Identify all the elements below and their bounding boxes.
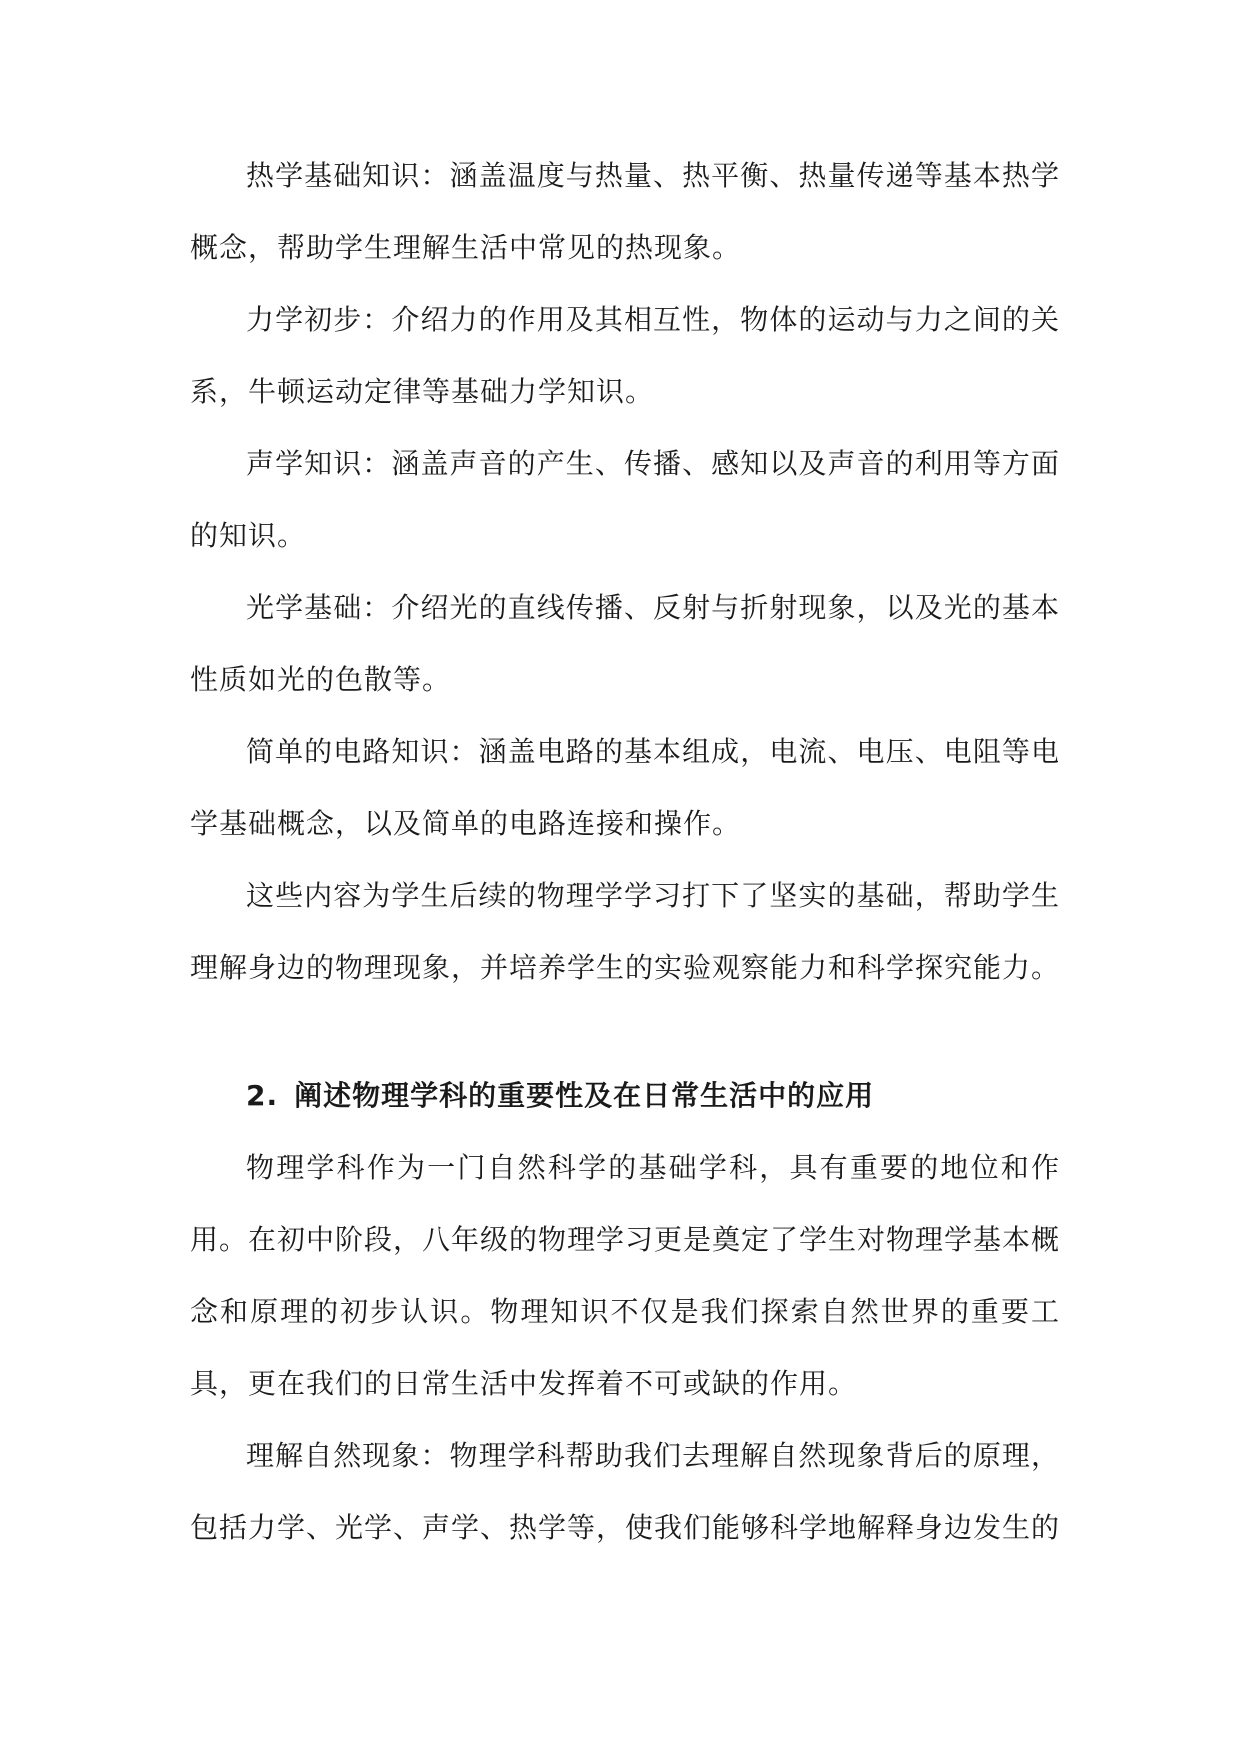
paragraph-natural-phenomena: 理解自然现象：物理学科帮助我们去理解自然现象背后的原理，包括力学、光学、声学、热学等，使我们能够科学地解释身边发生的	[190, 1439, 1061, 1544]
paragraph-mechanics: 力学初步：介绍力的作用及其相互性，物体的运动与力之间的关系，牛顿运动定律等基础力学知识。	[190, 303, 1060, 408]
paragraph-circuits: 简单的电路知识：涵盖电路的基本组成，电流、电压、电阻等电学基础概念，以及简单的电路连接和操作。	[190, 735, 1060, 840]
section-title: 阐述物理学科的重要性及在日常生活中的应用	[294, 1079, 875, 1112]
paragraph-thermal: 热学基础知识：涵盖温度与热量、热平衡、热量传递等基本热学概念，帮助学生理解生活中常见的热现象。	[190, 159, 1060, 264]
paragraph-optics: 光学基础：介绍光的直线传播、反射与折射现象，以及光的基本性质如光的色散等。	[190, 591, 1060, 696]
section-heading	[190, 1060, 1060, 1132]
document-body	[190, 140, 1060, 1564]
paragraph-summary: 这些内容为学生后续的物理学学习打下了坚实的基础，帮助学生理解身边的物理现象，并培养学生的实验观察能力和科学探究能力。	[190, 879, 1061, 984]
section-number: 2.	[246, 1079, 279, 1112]
paragraph-acoustics: 声学知识：涵盖声音的产生、传播、感知以及声音的利用等方面的知识。	[190, 447, 1060, 552]
paragraph-importance: 物理学科作为一门自然科学的基础学科，具有重要的地位和作用。在初中阶段，八年级的物理学习更是奠定了学生对物理学基本概念和原理的初步认识。物理知识不仅是我们探索自然世界的重要工具，更在我们的日常生活中发挥着不可或缺的作用。	[190, 1151, 1061, 1400]
